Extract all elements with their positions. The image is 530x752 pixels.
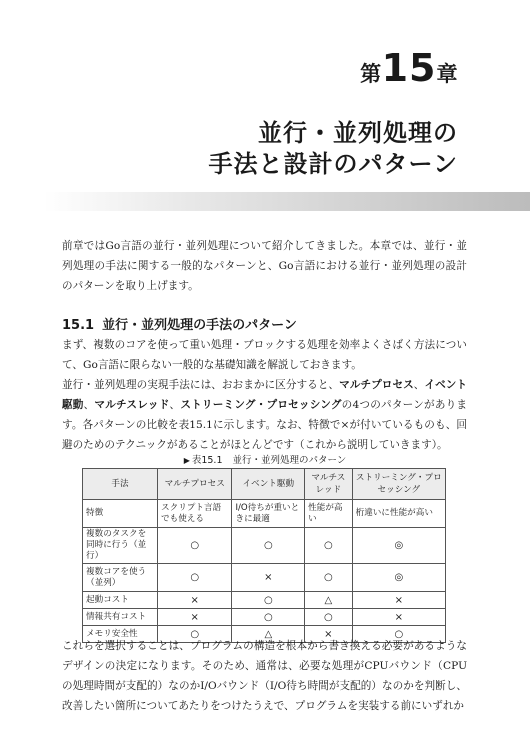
table-cell: 性能が高い xyxy=(305,500,352,528)
table-cell: ○ xyxy=(305,528,352,564)
table-cell: ○ xyxy=(158,626,232,643)
table-caption-number: 表15.1 xyxy=(191,455,223,466)
table-caption xyxy=(0,452,530,466)
header-cell: マルチスレッド xyxy=(305,469,352,500)
table-cell: 桁違いに性能が高い xyxy=(352,500,445,528)
table-cell: I/O待ちが重いときに最適 xyxy=(232,500,305,528)
table-cell: ○ xyxy=(352,626,445,643)
table-cell: × xyxy=(352,609,445,626)
table-cell: △ xyxy=(232,626,305,643)
row-label: 起動コスト xyxy=(83,592,158,609)
table-row xyxy=(83,500,446,528)
separator-1: 、 xyxy=(413,379,425,391)
term-multithread: マルチスレッド xyxy=(94,399,170,411)
table-cell: ○ xyxy=(232,528,305,564)
section-heading xyxy=(62,314,297,333)
title-gradient-bar xyxy=(44,192,530,211)
term-multiprocess: マルチプロセス xyxy=(339,379,414,391)
paragraph-2-text-2: の4つのパターンがあります。各パターンの比較を表15.1に示します。なお、特徴で×が付いているものも、回避のためのテクニックがあることがほとんどです（これから説明していきます）。 xyxy=(62,399,468,451)
paragraph-3: これらを選択することは、プログラムの構造を根本から書き換える必要があるようなデザインの決定になります。そのため、通常は、必要な処理がCPUバウンド（CPUの処理時間が支配的）なのかI/Oバウンド（I/O待ち時間が支配的）なのかを判断し、改善したい箇所についてあたりをつけたうえで、プログラムを実装する前にいずれか xyxy=(62,640,467,712)
table-cell: ◎ xyxy=(352,528,445,564)
chapter-label xyxy=(360,46,458,90)
table-cell: ○ xyxy=(158,564,232,592)
header-cell: マルチプロセス xyxy=(158,469,232,500)
table-cell: ◎ xyxy=(352,564,445,592)
chapter-title-line-2: 手法と設計のパターン xyxy=(208,150,458,178)
row-label: メモリ安全性 xyxy=(83,626,158,643)
term-streaming-processing: ストリーミング・プロセッシング xyxy=(180,399,342,411)
table-cell: ○ xyxy=(232,609,305,626)
table-cell: ○ xyxy=(305,564,352,592)
table-caption-title: 並行・並列処理のパターン xyxy=(232,455,347,466)
table-cell: × xyxy=(305,626,352,643)
section-number: 15.1 xyxy=(62,318,95,333)
section-title: 並行・並列処理の手法のパターン xyxy=(102,318,297,333)
paragraph-2 xyxy=(62,375,467,455)
table-header-row xyxy=(83,469,446,500)
header-cell: 手法 xyxy=(83,469,158,500)
table-cell: × xyxy=(158,609,232,626)
separator-2: 、 xyxy=(83,399,95,411)
table-cell: ○ xyxy=(232,592,305,609)
header-cell: イベント駆動 xyxy=(232,469,305,500)
paragraph-1: まず、複数のコアを使って重い処理・ブロックする処理を効率よくさばく方法について、Go言語に限らない一般的な基礎知識を解説しておきます。 xyxy=(62,339,467,371)
chapter-prefix: 第 xyxy=(360,62,382,86)
term-event-driven: イベント駆動 xyxy=(62,379,468,411)
row-label: 複数のタスクを同時に行う（並行） xyxy=(83,528,158,564)
intro-paragraph: 前章ではGo言語の並行・並列処理について紹介してきました。本章では、並行・並列処理の手法に関する一般的なパターンと、Go言語における並行・並列処理の設計のパターンを取り上げます。 xyxy=(62,240,467,292)
header-cell: ストリーミング・プロセッシング xyxy=(352,469,445,500)
table-row xyxy=(83,564,446,592)
table-cell: × xyxy=(352,592,445,609)
separator-3: 、 xyxy=(169,399,181,411)
chapter-title-line-1: 並行・並列処理の xyxy=(258,119,458,147)
chapter-number: 15 xyxy=(381,46,437,90)
table-row xyxy=(83,528,446,564)
chapter-title xyxy=(208,118,458,180)
table-row xyxy=(83,609,446,626)
row-label: 特徴 xyxy=(83,500,158,528)
row-label: 情報共有コスト xyxy=(83,609,158,626)
comparison-table xyxy=(82,468,446,643)
caption-marker-icon: ▶ xyxy=(183,456,190,465)
chapter-suffix: 章 xyxy=(436,62,458,86)
table-cell: × xyxy=(232,564,305,592)
table-cell: × xyxy=(158,592,232,609)
table-cell: スクリプト言語でも使える xyxy=(158,500,232,528)
table-cell: △ xyxy=(305,592,352,609)
table-row xyxy=(83,592,446,609)
table-cell: ○ xyxy=(158,528,232,564)
row-label: 複数コアを使う（並列） xyxy=(83,564,158,592)
paragraph-2-text-1: 並行・並列処理の実現手法には、おおまかに区分すると、 xyxy=(62,379,340,391)
table-cell: ○ xyxy=(305,609,352,626)
